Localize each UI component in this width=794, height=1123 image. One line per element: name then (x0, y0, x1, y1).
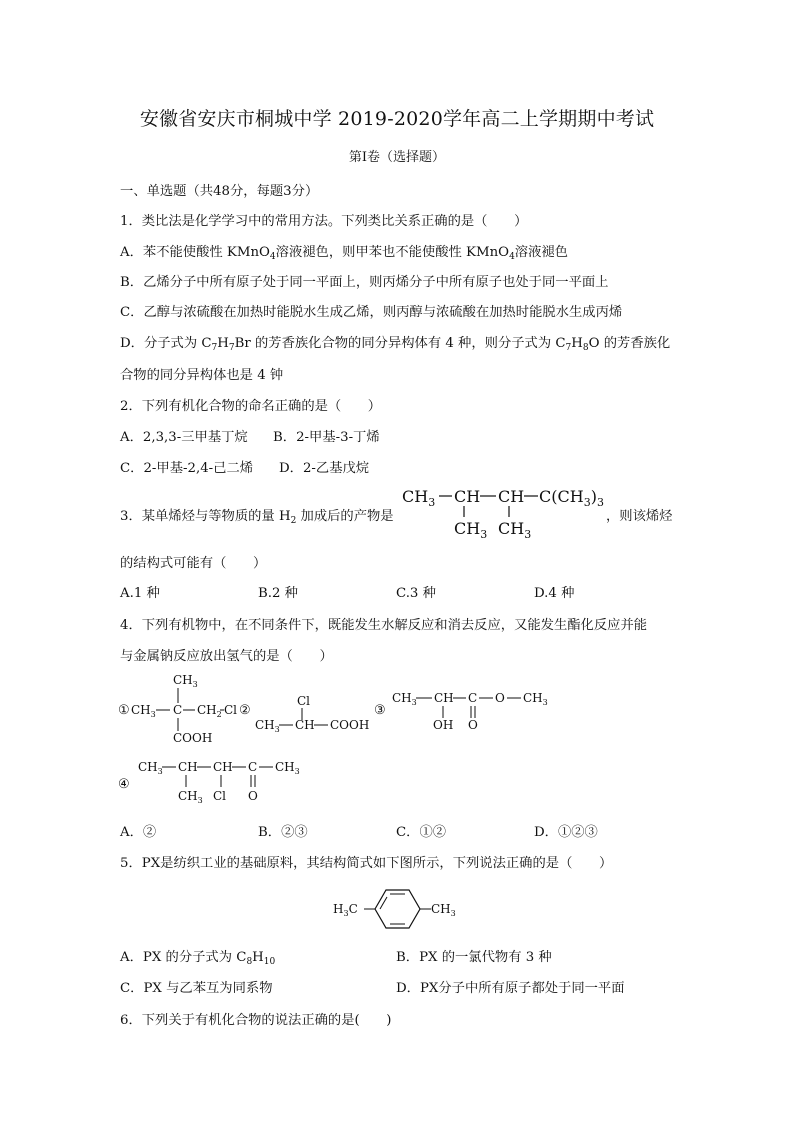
q1-option-d-cont: 合物的同分异构体也是 4 钟 (120, 368, 284, 383)
q4-s3-o: O (495, 691, 505, 705)
q5-option-b: B．PX 的一氯代物有 3 种 (396, 950, 552, 965)
q4-s4-c: C (248, 760, 258, 774)
q3-f-ch1: CH (454, 487, 481, 506)
q4-s4-ch3r: $CH_3$ (275, 760, 300, 776)
q4-stem: 4．下列有机物中，在不同条件下，既能发生水解反应和消去反应，又能发生酯化反应并能 (120, 618, 648, 633)
q4-s4-ch3: $CH_3$ (138, 760, 163, 776)
q1-d-text2: H (217, 336, 229, 351)
part-heading: 一、单选题（共48分，每题3分） (120, 184, 319, 199)
q5-option-d: D．PX分子中所有原子都处于同一平面 (396, 981, 625, 996)
q5-ch3: $CH_3$ (431, 902, 456, 918)
q5-option-c: C．PX 与乙苯互为同系物 (120, 981, 273, 996)
q4-s2-cl: Cl (297, 694, 311, 708)
q4-s4-branch-cl: Cl (213, 789, 227, 803)
section-title: 第Ⅰ卷（选择题） (348, 150, 446, 165)
q4-structures-row1 (116, 670, 556, 748)
q1-stem: 1．类比法是化学学习中的常用方法。下列类比关系正确的是（ ） (120, 214, 528, 229)
q4-stem2: 与金属钠反应放出氢气的是（ ） (120, 649, 333, 664)
q2-option-a: A．2,3,3-三甲基丁烷 (120, 430, 248, 445)
q4-s3-ch3r: $CH_3$ (523, 691, 548, 707)
q3-f-branch2: $CH_3$ (498, 519, 532, 541)
q3-stem2: 的结构式可能有（ ） (120, 556, 267, 571)
q5-a-sub1: 8 (246, 957, 253, 967)
q4-s2-ch: CH (295, 718, 315, 732)
q4-s2-num: ② (239, 703, 251, 718)
q4-s1-c: C (173, 703, 183, 717)
q4-s4-ch-a: CH (178, 760, 198, 774)
q4-s3-num: ③ (374, 703, 386, 718)
q1-option-d (120, 332, 670, 351)
q4-s4-num: ④ (118, 777, 130, 792)
q3-stem (120, 505, 394, 524)
q3-option-c: C.3 种 (396, 586, 436, 601)
q4-option-b: B．②③ (258, 825, 308, 840)
q4-s1-cl: Cl (224, 703, 238, 717)
q4-s1-num: ① (118, 703, 130, 718)
benzene-ring (375, 890, 420, 928)
q3-stem-mid: 加成后的产物是 (296, 509, 394, 524)
q4-option-c: C．①② (396, 825, 447, 840)
page-title: 安徽省安庆市桐城中学 2019-2020学年高二上学期期中考试 (139, 108, 655, 130)
q3-stem-sub: 2 (290, 516, 297, 526)
q4-s1-ch2: $CH_2$ (197, 703, 222, 719)
q3-formula (402, 480, 612, 544)
q2-option-c: C．2-甲基-2,4-己二烯 (120, 461, 254, 476)
q5-a-text2: H (252, 950, 264, 965)
q3-stem-post: ，则该烯烃 (606, 509, 673, 524)
q1-a-text1: A．苯不能使酸性 KMnO (120, 245, 270, 260)
q4-s2-cooh: COOH (330, 718, 370, 732)
q1-a-sub2: 4 (509, 252, 515, 262)
q6-stem: 6．下列关于有机化合物的说法正确的是( ) (120, 1013, 392, 1028)
q1-d-text3: Br 的芳香族化合物的同分异构体有 4 种，则分子式为 C (234, 336, 566, 351)
q4-s1-ch3-top: $CH_3$ (173, 673, 198, 689)
q4-s1-cooh: COOH (173, 731, 213, 745)
q1-d-text5: O 的芳香族化 (588, 336, 671, 351)
q3-f-ch2: CH (498, 487, 525, 506)
q3-option-d: D.4 种 (534, 586, 575, 601)
q4-s3-o-double: O (468, 718, 478, 732)
q5-stem: 5．PX是纺织工业的基础原料，其结构简式如下图所示，下列说法正确的是（ ） (120, 856, 613, 871)
q4-structures-row2 (116, 754, 316, 806)
q2-stem: 2．下列有机化合物的命名正确的是（ ） (120, 399, 382, 414)
q5-h3c: $H_3C$ (333, 902, 358, 918)
q1-a-text3: 溶液褪色 (514, 245, 568, 260)
q3-stem-pre: 3．某单烯烃与等物质的量 H (120, 509, 291, 524)
q5-a-sub2: 10 (263, 957, 276, 967)
q1-d-sub3: 7 (565, 343, 572, 353)
q1-option-a (120, 241, 568, 260)
q3-f-cgroup: $C(CH_3)_3$ (539, 487, 604, 509)
q1-d-sub2: 7 (228, 343, 235, 353)
q1-d-sub1: 7 (211, 343, 218, 353)
q4-s2-ch3: $CH_3$ (255, 718, 280, 734)
q3-f-ch3: $CH_3$ (402, 487, 436, 509)
q1-option-c: C．乙醇与浓硫酸在加热时能脱水生成乙烯，则丙醇与浓硫酸在加热时能脱水生成丙烯 (120, 305, 623, 320)
q2-option-b: B．2-甲基-3-丁烯 (273, 430, 380, 445)
q4-s4-branch-o: O (248, 789, 258, 803)
q2-option-d: D．2-乙基戊烷 (279, 461, 370, 476)
q4-option-d: D．①②③ (534, 825, 598, 840)
q1-a-text2: 溶液褪色，则甲苯也不能使酸性 KMnO (275, 245, 510, 260)
q3-f-branch1: $CH_3$ (454, 519, 488, 541)
q5-a-text1: A．PX 的分子式为 C (120, 950, 247, 965)
q4-s3-c: C (468, 691, 478, 705)
q1-d-text4: H (571, 336, 583, 351)
q5-option-a (120, 946, 275, 965)
q4-s3-ch: CH (434, 691, 454, 705)
q4-s3-oh: OH (433, 718, 454, 732)
q4-s4-ch-b: CH (213, 760, 233, 774)
q1-d-sub4: 8 (582, 343, 589, 353)
q4-s3-ch3: $CH_3$ (392, 691, 417, 707)
q4-s4-branch-ch3: $CH_3$ (178, 789, 203, 805)
q1-option-b: B．乙烯分子中所有原子处于同一平面上，则丙烯分子中所有原子也处于同一平面上 (120, 275, 609, 290)
q3-option-a: A.1 种 (120, 586, 160, 601)
q1-d-text1: D．分子式为 C (120, 336, 212, 351)
q3-option-b: B.2 种 (258, 586, 298, 601)
q5-px-structure (330, 880, 470, 936)
q4-option-a: A．② (120, 825, 157, 840)
q4-s1-ch3: $CH_3$ (131, 703, 156, 719)
q1-a-sub1: 4 (269, 252, 276, 262)
